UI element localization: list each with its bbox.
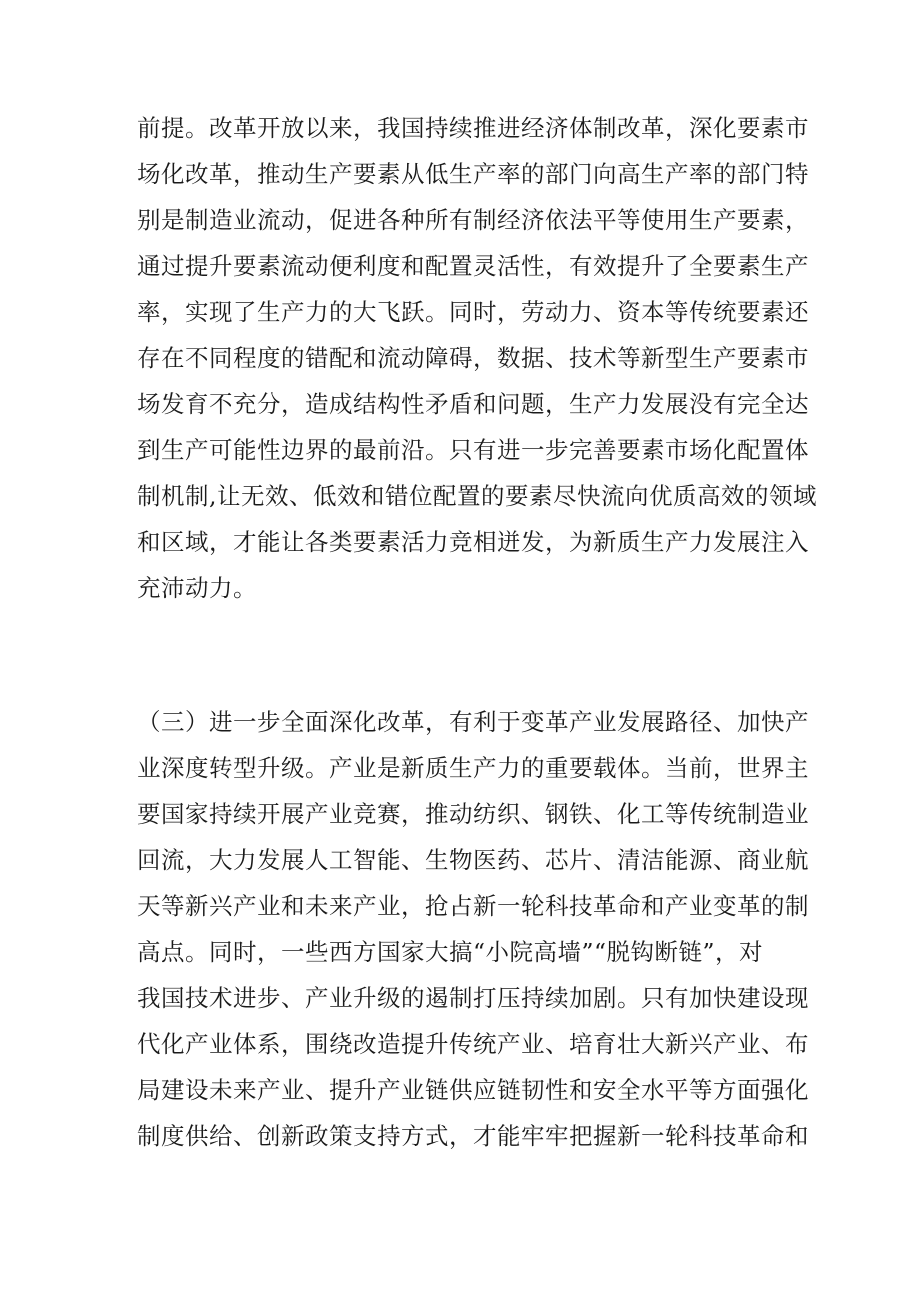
paragraph-2-line-2: 业深度转型升级。产业是新质生产力的重要载体。当前，世界主: [137, 754, 809, 782]
paragraph-1-line-7: 场发育不充分，造成结构性矛盾和问题，生产力发展没有完全达: [137, 390, 809, 418]
paragraph-2-line-9: 局建设未来产业、提升产业链供应链韧性和安全水平等方面强化: [137, 1076, 809, 1104]
paragraph-1-line-2: 场化改革，推动生产要素从低生产率的部门向高生产率的部门特: [137, 160, 809, 188]
paragraph-1-line-4: 通过提升要素流动便利度和配置灵活性，有效提升了全要素生产: [137, 252, 809, 280]
paragraph-2-line-5: 天等新兴产业和未来产业，抢占新一轮科技革命和产业变革的制: [137, 892, 809, 920]
paragraph-1-line-6: 存在不同程度的错配和流动障碍，数据、技术等新型生产要素市: [137, 344, 809, 372]
paragraph-2-line-1: （三）进一步全面深化改革，有利于变革产业发展路径、加快产: [137, 708, 809, 736]
paragraph-2-line-3: 要国家持续开展产业竞赛，推动纺织、钢铁、化工等传统制造业: [137, 800, 809, 828]
paragraph-2-line-10: 制度供给、创新政策支持方式，才能牢牢把握新一轮科技革命和: [137, 1122, 809, 1150]
paragraph-2-line-4: 回流，大力发展人工智能、生物医药、芯片、清洁能源、商业航: [137, 846, 809, 874]
paragraph-1-line-3: 别是制造业流动，促进各种所有制经济依法平等使用生产要素，: [137, 206, 809, 234]
paragraph-2-line-8: 代化产业体系，围绕改造提升传统产业、培育壮大新兴产业、布: [137, 1030, 809, 1058]
paragraph-1-line-8: 到生产可能性边界的最前沿。只有进一步完善要素市场化配置体: [137, 436, 809, 464]
paragraph-1-line-11: 充沛动力。: [137, 574, 257, 602]
paragraph-1-line-9: 制机制,让无效、低效和错位配置的要素尽快流向优质高效的领域: [137, 482, 817, 510]
paragraph-1-line-10: 和区域，才能让各类要素活力竞相迸发，为新质生产力发展注入: [137, 528, 809, 556]
paragraph-1-line-1: 前提。改革开放以来，我国持续推进经济体制改革，深化要素市: [137, 114, 809, 142]
paragraph-2-line-7: 我国技术进步、产业升级的遏制打压持续加剧。只有加快建设现: [137, 984, 809, 1012]
paragraph-2-line-6: 高点。同时，一些西方国家大搞“小院高墙”“脱钩断链”，对: [137, 938, 764, 966]
paragraph-1-line-5: 率，实现了生产力的大飞跃。同时，劳动力、资本等传统要素还: [137, 298, 809, 326]
